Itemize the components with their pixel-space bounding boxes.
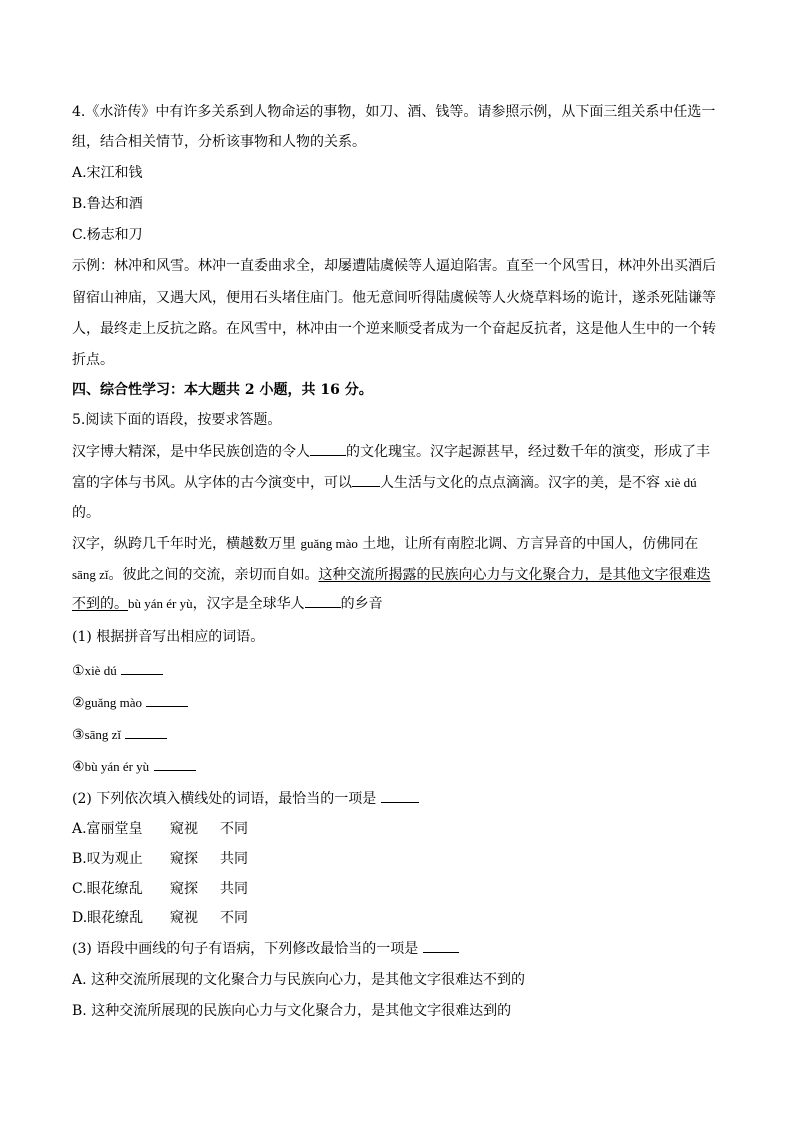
passage-text: 汉字博大精深，是中华民族创造的令人 xyxy=(72,444,310,460)
underlined-sentence-end: 不到的。 xyxy=(72,596,128,612)
q4-option-c: C.杨志和刀 xyxy=(72,227,143,243)
fill-blank-1[interactable] xyxy=(310,441,346,456)
q5-passage-line4 xyxy=(72,534,698,554)
option-word: 共同 xyxy=(220,851,248,867)
q5-passage-line1 xyxy=(72,441,710,462)
q5-passage-line2 xyxy=(72,472,697,493)
sub2-option-c xyxy=(72,879,248,899)
pinyin-sang-zi: sāng zǐ xyxy=(72,567,109,582)
option-label: A.富丽堂皇 xyxy=(72,821,143,837)
answer-blank-4[interactable] xyxy=(154,756,196,771)
sub3-title xyxy=(72,938,459,959)
sub3-answer-blank[interactable] xyxy=(423,938,459,953)
sub2-title-text: (2) 下列依次填入横线处的词语，最恰当的一项是 xyxy=(72,791,377,807)
sub3-option-b: B. 这种交流所展现的民族向心力与文化聚合力，是其他文字很难达到的 xyxy=(72,1003,512,1019)
passage-text: 人生活与文化的点点滴滴。汉字的美，是不容 xyxy=(380,475,665,491)
answer-blank-3[interactable] xyxy=(125,724,167,739)
sub2-answer-blank[interactable] xyxy=(381,788,419,803)
option-label: B.叹为观止 xyxy=(72,851,143,867)
sub1-title: (1) 根据拼音写出相应的词语。 xyxy=(72,629,265,645)
pinyin-guang-mao: guǎng mào xyxy=(300,536,358,551)
passage-text: 的乡音 xyxy=(340,596,383,612)
q4-stem-line1: 4.《水浒传》中有许多关系到人物命运的事物，如刀、酒、钱等。请参照示例，从下面三组关系中任选一 xyxy=(72,104,716,120)
sub2-title xyxy=(72,788,419,809)
sub1-item-4 xyxy=(72,756,196,777)
fill-blank-2[interactable] xyxy=(352,472,380,487)
sub2-option-d xyxy=(72,908,248,928)
sub3-option-a: A. 这种交流所展现的文化聚合力与民族向心力，是其他文字很难达不到的 xyxy=(72,972,526,988)
q5-stem: 5.阅读下面的语段，按要求答题。 xyxy=(72,412,282,428)
option-word: 窥视 xyxy=(170,910,198,926)
item-pinyin: guǎng mào xyxy=(84,695,142,710)
option-word: 窥探 xyxy=(170,851,198,867)
q4-option-b: B.鲁达和酒 xyxy=(72,196,143,212)
underlined-sentence: 这种交流所揭露的民族向心力与文化聚合力，是其他文字很难迭 xyxy=(318,567,711,583)
fill-blank-3[interactable] xyxy=(305,593,341,608)
item-pinyin: sāng zǐ xyxy=(84,727,122,742)
option-label: C.眼花缭乱 xyxy=(72,881,143,897)
q4-example-line4: 折点。 xyxy=(72,352,114,368)
item-mark: ① xyxy=(72,663,85,679)
passage-text: 。彼此之间的交流，亲切而自如。 xyxy=(108,567,319,583)
passage-text: 富的字体与书风。从字体的古今演变中，可以 xyxy=(72,475,352,491)
passage-text: 汉字，纵跨几千年时光，横越数万里 xyxy=(72,536,301,552)
q4-example-line2: 留宿山神庙，又遇大风，便用石头堵住庙门。他无意间听得陆虞候等人火烧草料场的诡计，遂杀死陆谦等 xyxy=(72,290,716,306)
item-mark: ④ xyxy=(72,759,85,775)
q5-passage-line5 xyxy=(72,565,710,585)
sub2-option-a xyxy=(72,819,248,839)
sub1-item-3 xyxy=(72,724,167,745)
item-mark: ② xyxy=(72,695,85,711)
sub1-item-2 xyxy=(72,692,188,713)
answer-blank-2[interactable] xyxy=(146,692,188,707)
sub1-item-1 xyxy=(72,660,163,681)
sub2-option-b xyxy=(72,849,248,869)
q4-example-line1: 示例：林冲和风雪。林冲一直委曲求全，却屡遭陆虞候等人逼迫陷害。直至一个风雪日，林冲外出买酒后 xyxy=(72,258,716,274)
item-mark: ③ xyxy=(72,727,85,743)
option-word: 窥视 xyxy=(170,821,198,837)
option-label: D.眼花缭乱 xyxy=(72,910,144,926)
option-word: 不同 xyxy=(220,910,248,926)
passage-text: ，汉字是全球华人 xyxy=(192,596,305,612)
q5-passage-line3: 的。 xyxy=(72,505,100,521)
passage-text: 的文化瑰宝。汉字起源甚早，经过数千年的演变，形成了丰 xyxy=(346,444,710,460)
pinyin-bu-yan-er-yu: bù yán ér yù xyxy=(128,596,193,611)
item-pinyin: bù yán ér yù xyxy=(84,759,150,774)
passage-text: 土地，让所有南腔北调、方言异音的中国人，仿佛同在 xyxy=(357,536,699,552)
option-word: 不同 xyxy=(220,821,248,837)
q4-stem-line2: 组，结合相关情节，分析该事物和人物的关系。 xyxy=(72,134,366,150)
q4-example-line3: 人，最终走上反抗之路。在风雪中，林冲由一个逆来顺受者成为一个奋起反抗者，这是他人生中的一个转 xyxy=(72,321,716,337)
q4-option-a: A.宋江和钱 xyxy=(72,165,143,181)
option-word: 窥探 xyxy=(170,881,198,897)
option-word: 共同 xyxy=(220,881,248,897)
item-pinyin: xiè dú xyxy=(84,663,117,678)
sub3-title-text: (3) 语段中画线的句子有语病，下列修改最恰当的一项是 xyxy=(72,941,419,957)
q5-passage-line6 xyxy=(72,593,383,614)
answer-blank-1[interactable] xyxy=(121,660,163,675)
section4-title: 四、综合性学习：本大题共 2 小题，共 16 分。 xyxy=(72,382,373,398)
pinyin-xie-du: xiè dú xyxy=(664,475,697,490)
